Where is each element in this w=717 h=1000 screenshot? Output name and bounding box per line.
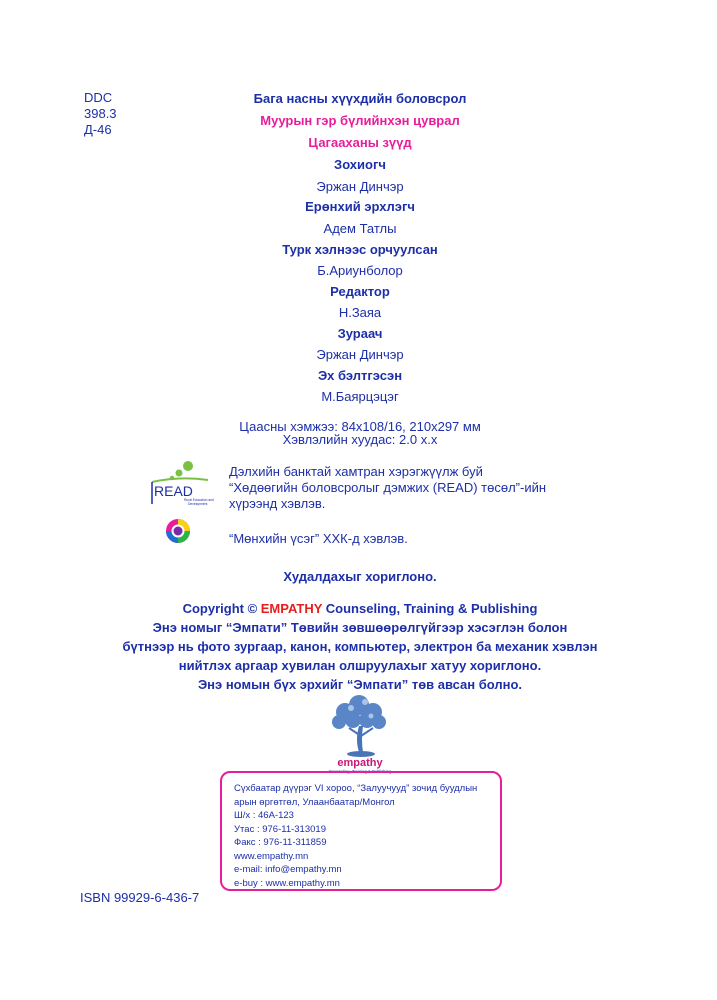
contact-pobox: Ш/х : 46А-123 bbox=[234, 810, 294, 821]
copyright-suffix: Counseling, Training & Publishing bbox=[322, 601, 538, 616]
ddc-block bbox=[84, 90, 117, 138]
empathy-logo-word: empathy bbox=[337, 757, 383, 769]
series-main: Бага насны хүүхдийн боловсрол bbox=[253, 91, 467, 106]
contact-email: e-mail: info@empathy.mn bbox=[234, 864, 342, 875]
credit-role: Ерөнхий эрхлэгч bbox=[305, 199, 415, 214]
read-note-line: хүрээнд хэвлэв. bbox=[229, 496, 326, 511]
read-note-line: Дэлхийн банктай хамтран хэрэгжүүлж буй bbox=[229, 464, 483, 479]
contact-address: арын өргөтгөл, Улаанбаатар/Монгол bbox=[234, 796, 395, 808]
empathy-logo-tag: Counseling, Training & Publishing bbox=[328, 769, 392, 774]
credit-role: Зураач bbox=[337, 326, 383, 341]
contact-phone: Утас : 976-11-313019 bbox=[234, 823, 326, 835]
not-for-sale: Худалдахыг хориглоно. bbox=[283, 569, 437, 584]
printer-logo-icon bbox=[165, 518, 191, 544]
copyright-text: Энэ номыг “Эмпати” Төвийн зөвшөөрөлгүйгээр хэсэглэн болон bbox=[152, 620, 568, 635]
contact-web: www.empathy.mn bbox=[234, 850, 309, 862]
credit-role: Редактор bbox=[330, 284, 390, 299]
contact-ebuy: e-buy : www.empathy.mn bbox=[234, 877, 340, 889]
read-note bbox=[229, 464, 546, 512]
credit-name: М.Баярцэцэг bbox=[321, 389, 399, 404]
isbn: ISBN 99929-6-436-7 bbox=[80, 890, 200, 905]
credit-name: Эржан Динчэр bbox=[316, 347, 404, 362]
credit-name: Н.Заяа bbox=[338, 305, 382, 320]
copyright-brand: EMPATHY bbox=[260, 601, 323, 616]
contact-address: Сүхбаатар дүүрэг VI хороо, “Залуучууд” зочид буудлын bbox=[234, 783, 478, 794]
printer-note: “Мөнхийн үсэг” ХХК-д хэвлэв. bbox=[229, 531, 408, 546]
book-title: Цагааханы зүүд bbox=[308, 135, 412, 150]
paper-size: Цаасны хэмжээ: 84х108/16, 210х297 мм bbox=[239, 419, 481, 434]
empathy-logo bbox=[315, 690, 405, 780]
ddc-number: 398.3 bbox=[84, 106, 117, 121]
copyright-text: бүтнээр нь фото зургаар, канон, компьютер, электрон ба механик хэвлэн bbox=[122, 639, 598, 654]
ddc-label: DDC bbox=[84, 90, 113, 105]
credit-name: Адем Татлы bbox=[323, 221, 397, 236]
read-logo-sub2: Development bbox=[188, 502, 208, 506]
credit-name: Эржан Динчэр bbox=[316, 179, 404, 194]
contact-fax: Факс : 976-11-311859 bbox=[234, 837, 327, 848]
ddc-code: Д-46 bbox=[84, 122, 112, 137]
paper-sheets: Хэвлэлийн хуудас: 2.0 х.х bbox=[282, 432, 438, 447]
read-logo-sub1: Rural Education and bbox=[184, 498, 214, 502]
contact-info bbox=[234, 782, 477, 890]
credit-role: Эх бэлтгэсэн bbox=[317, 368, 403, 383]
read-logo-word: READ bbox=[154, 483, 193, 499]
credit-name: Б.Ариунболор bbox=[317, 263, 403, 278]
series-sub: Муурын гэр бүлийнхэн цуврал bbox=[260, 113, 460, 128]
credit-role: Зохиогч bbox=[334, 157, 386, 172]
credit-role: Турк хэлнээс орчуулсан bbox=[282, 242, 438, 257]
read-logo bbox=[150, 460, 214, 508]
copyright-text: нийтлэх аргаар хувилан олшруулахыг хатуу хориглоно. bbox=[178, 658, 542, 673]
copyright-prefix: Copyright © bbox=[182, 601, 261, 616]
read-note-line: “Хөдөөгийн боловсролыг дэмжих (READ) төсөл”-ийн bbox=[229, 480, 547, 495]
copyright-text: Энэ номын бүх эрхийг “Эмпати” төв авсан болно. bbox=[197, 677, 523, 692]
copyright-line bbox=[40, 599, 680, 618]
